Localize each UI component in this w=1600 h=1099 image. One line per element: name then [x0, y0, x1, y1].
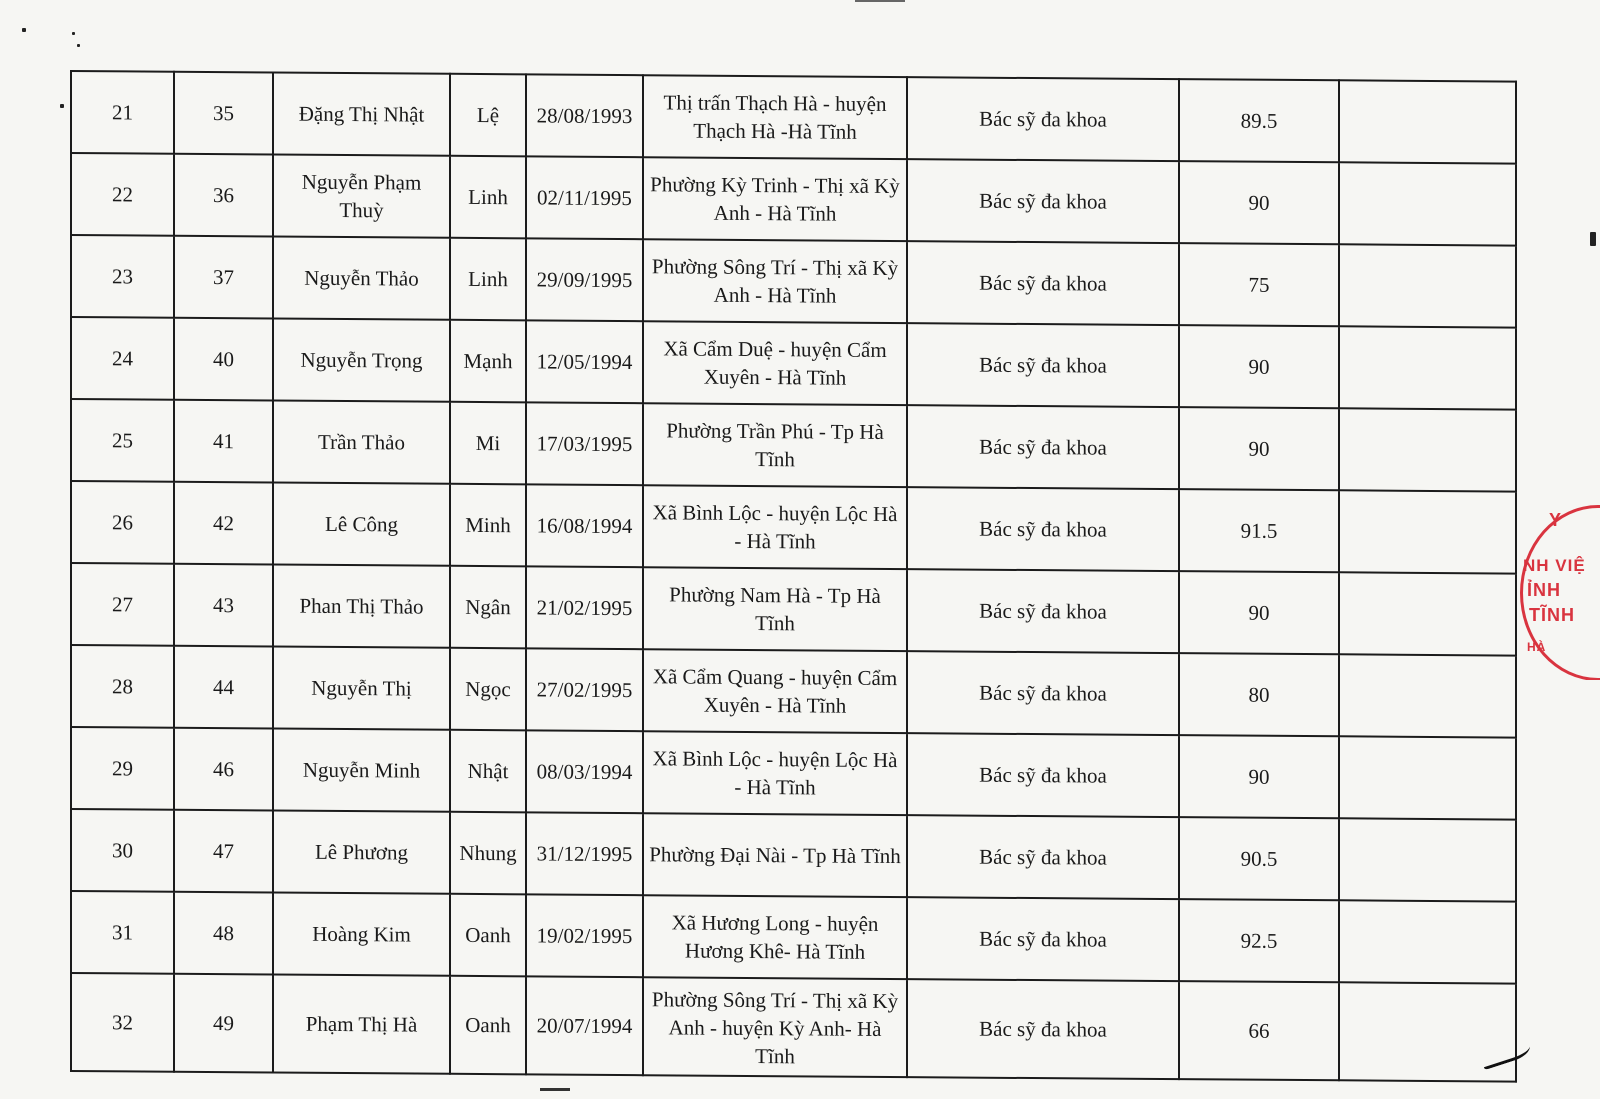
- row-number-cell: [71, 809, 174, 892]
- note-cell: [1339, 326, 1516, 409]
- row-number-cell: [71, 317, 174, 400]
- specialty: Bác sỹ đa khoa: [979, 270, 1107, 296]
- date-of-birth-cell: [526, 976, 643, 1075]
- hometown-cell: [643, 485, 907, 569]
- given-name: Mi: [475, 430, 501, 456]
- table-row: [71, 809, 1516, 902]
- hometown-cell: [643, 321, 907, 405]
- note-cell: [1339, 162, 1516, 245]
- score-cell: [1179, 243, 1339, 326]
- candidate-number-cell: [174, 564, 273, 647]
- scan-speck: [60, 104, 64, 108]
- scan-mark: [540, 1088, 570, 1091]
- candidate-number: 40: [213, 347, 234, 372]
- specialty: Bác sỹ đa khoa: [979, 106, 1107, 132]
- surname-middle-name-cell: [273, 318, 450, 401]
- surname-middle-name-cell: [273, 154, 450, 237]
- specialty-cell: [907, 159, 1179, 243]
- surname-middle-name: Nguyễn Minh: [302, 757, 421, 783]
- given-name-cell: [450, 484, 526, 567]
- stamp-text: Y: [1549, 510, 1563, 530]
- score-cell: [1179, 571, 1339, 654]
- given-name-cell: [450, 566, 526, 649]
- row-number: 30: [112, 838, 133, 863]
- given-name-cell: [450, 238, 526, 321]
- score: 89.5: [1240, 108, 1278, 133]
- stamp-seal: [1520, 505, 1600, 680]
- given-name-cell: [450, 730, 526, 813]
- given-name-cell: [450, 156, 526, 239]
- date-of-birth: 12/05/1994: [536, 349, 633, 375]
- surname-middle-name: Phan Thị Thảo: [299, 593, 424, 619]
- surname-middle-name-cell: [273, 564, 450, 647]
- table-row: [71, 235, 1516, 328]
- row-number: 22: [112, 182, 133, 207]
- hometown: Xã Bình Lộc - huyện Lộc Hà - Hà Tĩnh: [652, 746, 898, 800]
- hometown-cell: [643, 75, 907, 159]
- row-number-cell: [71, 71, 174, 154]
- hometown-cell: [643, 239, 907, 323]
- row-number: 24: [112, 346, 133, 371]
- surname-middle-name: Lê Công: [325, 511, 398, 537]
- row-number-cell: [71, 563, 174, 646]
- given-name: Lệ: [476, 102, 500, 128]
- candidate-number-cell: [174, 892, 273, 975]
- scan-speck: [1590, 232, 1596, 246]
- note-cell: [1339, 900, 1516, 983]
- candidate-number-cell: [174, 236, 273, 319]
- score-cell: [1179, 735, 1339, 818]
- score: 75: [1248, 272, 1270, 297]
- candidate-number: 41: [213, 429, 234, 454]
- hometown-cell: [643, 977, 907, 1077]
- scan-mark: [855, 0, 905, 2]
- date-of-birth: 19/02/1995: [536, 923, 633, 949]
- candidate-number: 35: [213, 101, 234, 126]
- date-of-birth: 17/03/1995: [536, 431, 633, 457]
- specialty: Bác sỹ đa khoa: [979, 516, 1107, 542]
- score: 90: [1248, 354, 1270, 379]
- candidate-table-wrapper: [70, 70, 1515, 1081]
- specialty-cell: [907, 897, 1179, 981]
- date-of-birth-cell: [526, 402, 643, 485]
- given-name: Ngân: [465, 594, 511, 620]
- score: 90: [1248, 190, 1270, 215]
- row-number-cell: [71, 399, 174, 482]
- specialty-cell: [907, 241, 1179, 325]
- candidate-number: 42: [213, 511, 234, 536]
- hometown: Xã Cẩm Duệ - huyện Cẩm Xuyên - Hà Tĩnh: [663, 336, 887, 390]
- note-cell: [1339, 490, 1516, 573]
- hometown: Phường Sông Trí - Thị xã Kỳ Anh - huyện Kỳ Anh- Hà Tĩnh: [651, 987, 899, 1069]
- scan-speck: [72, 32, 75, 35]
- note-cell: [1339, 408, 1516, 491]
- date-of-birth-cell: [526, 730, 643, 813]
- given-name: Ngọc: [465, 676, 511, 702]
- score: 80: [1248, 682, 1270, 707]
- row-number: 32: [112, 1010, 133, 1035]
- hometown: Phường Nam Hà - Tp Hà Tĩnh: [669, 582, 881, 636]
- row-number-cell: [71, 481, 174, 564]
- row-number-cell: [71, 153, 174, 236]
- date-of-birth: 08/03/1994: [536, 759, 633, 785]
- scan-speck: [22, 28, 26, 32]
- surname-middle-name: Nguyễn Thảo: [304, 265, 419, 291]
- date-of-birth-cell: [526, 894, 643, 977]
- hometown: Phường Kỳ Trinh - Thị xã Kỳ Anh - Hà Tĩnh: [650, 172, 900, 226]
- candidate-number-cell: [174, 400, 273, 483]
- surname-middle-name-cell: [273, 646, 450, 729]
- given-name-cell: [450, 74, 526, 157]
- date-of-birth-cell: [526, 484, 643, 567]
- specialty: Bác sỹ đa khoa: [979, 844, 1107, 870]
- note-cell: [1339, 572, 1516, 655]
- score: 92.5: [1240, 928, 1278, 953]
- date-of-birth: 27/02/1995: [536, 677, 633, 703]
- row-number-cell: [71, 727, 174, 810]
- table-row: [71, 891, 1516, 984]
- surname-middle-name-cell: [273, 974, 450, 1073]
- specialty-cell: [907, 323, 1179, 407]
- score: 90: [1248, 600, 1270, 625]
- specialty: Bác sỹ đa khoa: [979, 926, 1107, 952]
- hometown-cell: [643, 567, 907, 651]
- given-name: Minh: [465, 512, 511, 538]
- given-name: Nhung: [459, 840, 517, 866]
- candidate-number: 48: [213, 921, 234, 946]
- hometown-cell: [643, 895, 907, 979]
- candidate-number-cell: [174, 482, 273, 565]
- given-name: Nhật: [467, 758, 509, 784]
- candidate-number: 43: [213, 593, 234, 618]
- candidate-number: 36: [213, 183, 234, 208]
- surname-middle-name: Hoàng Kim: [312, 921, 411, 947]
- surname-middle-name: Nguyễn Thị: [311, 675, 412, 701]
- date-of-birth-cell: [526, 648, 643, 731]
- scan-speck: [77, 44, 80, 47]
- candidate-number-cell: [174, 318, 273, 401]
- surname-middle-name: Đặng Thị Nhật: [298, 101, 425, 127]
- surname-middle-name-cell: [273, 482, 450, 565]
- hometown: Xã Bình Lộc - huyện Lộc Hà - Hà Tĩnh: [652, 500, 898, 554]
- date-of-birth: 29/09/1995: [536, 267, 633, 293]
- row-number: 23: [112, 264, 133, 289]
- surname-middle-name: Lê Phương: [314, 839, 409, 865]
- given-name-cell: [450, 894, 526, 977]
- table-row: [71, 973, 1516, 1082]
- stamp-text: NH VIỆ: [1523, 556, 1586, 575]
- score: 90: [1248, 436, 1270, 461]
- table-row: [71, 481, 1516, 574]
- score: 90: [1248, 764, 1270, 789]
- specialty-cell: [907, 405, 1179, 489]
- specialty-cell: [907, 569, 1179, 653]
- note-cell: [1339, 736, 1516, 819]
- given-name: Mạnh: [463, 348, 513, 374]
- hometown: Phường Sông Trí - Thị xã Kỳ Anh - Hà Tĩnh: [651, 254, 899, 308]
- specialty-cell: [907, 733, 1179, 817]
- candidate-number-cell: [174, 72, 273, 155]
- row-number: 31: [112, 920, 133, 945]
- score: 66: [1248, 1018, 1270, 1043]
- table-row: [71, 563, 1516, 656]
- specialty-cell: [907, 651, 1179, 735]
- candidate-number: 37: [213, 265, 234, 290]
- surname-middle-name: Trần Thảo: [318, 429, 405, 455]
- hometown-cell: [643, 403, 907, 487]
- note-cell: [1339, 80, 1516, 163]
- specialty: Bác sỹ đa khoa: [979, 352, 1107, 378]
- row-number-cell: [71, 891, 174, 974]
- date-of-birth: 20/07/1994: [536, 1013, 633, 1039]
- red-stamp: [1520, 505, 1600, 680]
- specialty-cell: [907, 979, 1179, 1079]
- candidate-number-cell: [174, 646, 273, 729]
- given-name: Linh: [468, 266, 508, 292]
- specialty-cell: [907, 815, 1179, 899]
- surname-middle-name: Phạm Thị Hà: [305, 1011, 418, 1037]
- hometown: Phường Đại Nài - Tp Hà Tĩnh: [649, 842, 901, 869]
- row-number-cell: [71, 645, 174, 728]
- row-number-cell: [71, 973, 174, 1072]
- row-number: 25: [112, 428, 133, 453]
- date-of-birth: 21/02/1995: [536, 595, 633, 621]
- hometown: Xã Hương Long - huyện Hương Khê- Hà Tĩnh: [671, 910, 879, 964]
- given-name: Oanh: [465, 922, 511, 948]
- row-number-cell: [71, 235, 174, 318]
- specialty: Bác sỹ đa khoa: [979, 680, 1107, 706]
- specialty: Bác sỹ đa khoa: [979, 598, 1107, 624]
- specialty-cell: [907, 487, 1179, 571]
- specialty: Bác sỹ đa khoa: [979, 762, 1107, 788]
- table-row: [71, 71, 1516, 164]
- score-cell: [1179, 653, 1339, 736]
- date-of-birth: 16/08/1994: [536, 513, 633, 539]
- surname-middle-name: Nguyễn Trọng: [300, 347, 423, 373]
- specialty: Bác sỹ đa khoa: [979, 434, 1107, 460]
- date-of-birth-cell: [526, 156, 643, 239]
- given-name-cell: [450, 976, 526, 1075]
- score-cell: [1179, 325, 1339, 408]
- table-row: [71, 645, 1516, 738]
- candidate-number-cell: [174, 974, 273, 1073]
- specialty: Bác sỹ đa khoa: [979, 1016, 1107, 1042]
- date-of-birth: 31/12/1995: [536, 841, 633, 867]
- score: 90.5: [1240, 846, 1278, 871]
- candidate-number-cell: [174, 154, 273, 237]
- row-number: 29: [112, 756, 133, 781]
- candidate-number: 46: [213, 757, 234, 782]
- note-cell: [1339, 244, 1516, 327]
- score-cell: [1179, 817, 1339, 900]
- given-name-cell: [450, 812, 526, 895]
- row-number: 21: [112, 100, 133, 125]
- table-row: [71, 727, 1516, 820]
- given-name: Linh: [468, 184, 508, 210]
- given-name: Oanh: [465, 1012, 511, 1038]
- surname-middle-name-cell: [273, 236, 450, 319]
- score-cell: [1179, 899, 1339, 982]
- date-of-birth: 02/11/1995: [537, 185, 632, 211]
- table-row: [71, 153, 1516, 246]
- table-row: [71, 399, 1516, 492]
- stamp-text: HÀ: [1527, 640, 1547, 654]
- table-row: [71, 317, 1516, 410]
- hometown: Xã Cẩm Quang - huyện Cẩm Xuyên - Hà Tĩnh: [652, 664, 898, 718]
- surname-middle-name-cell: [273, 728, 450, 811]
- hometown-cell: [643, 649, 907, 733]
- score-cell: [1179, 79, 1339, 162]
- score-cell: [1179, 407, 1339, 490]
- candidate-number: 49: [213, 1011, 234, 1036]
- candidate-number-cell: [174, 810, 273, 893]
- candidate-number-cell: [174, 728, 273, 811]
- surname-middle-name-cell: [273, 72, 450, 155]
- date-of-birth-cell: [526, 320, 643, 403]
- candidate-table: [70, 70, 1517, 1083]
- surname-middle-name: Nguyễn Phạm Thuỳ: [301, 169, 422, 223]
- specialty-cell: [907, 77, 1179, 161]
- date-of-birth-cell: [526, 566, 643, 649]
- score-cell: [1179, 489, 1339, 572]
- row-number: 26: [112, 510, 133, 535]
- surname-middle-name-cell: [273, 892, 450, 975]
- score: 91.5: [1240, 518, 1278, 543]
- date-of-birth-cell: [526, 74, 643, 157]
- surname-middle-name-cell: [273, 810, 450, 893]
- candidate-table-body: [71, 71, 1516, 1082]
- date-of-birth: 28/08/1993: [536, 103, 633, 129]
- given-name-cell: [450, 648, 526, 731]
- date-of-birth-cell: [526, 812, 643, 895]
- row-number: 27: [112, 592, 133, 617]
- specialty: Bác sỹ đa khoa: [979, 188, 1107, 214]
- surname-middle-name-cell: [273, 400, 450, 483]
- row-number: 28: [112, 674, 133, 699]
- stamp-text: ỈNH: [1527, 580, 1561, 600]
- hometown-cell: [643, 157, 907, 241]
- score-cell: [1179, 161, 1339, 244]
- score-cell: [1179, 981, 1339, 1080]
- hometown-cell: [643, 813, 907, 897]
- hometown: Phường Trần Phú - Tp Hà Tĩnh: [666, 418, 884, 472]
- note-cell: [1339, 654, 1516, 737]
- candidate-number: 47: [213, 839, 234, 864]
- hometown: Thị trấn Thạch Hà - huyện Thạch Hà -Hà Tĩnh: [663, 90, 887, 144]
- date-of-birth-cell: [526, 238, 643, 321]
- given-name-cell: [450, 320, 526, 403]
- given-name-cell: [450, 402, 526, 485]
- note-cell: [1339, 818, 1516, 901]
- candidate-number: 44: [213, 675, 234, 700]
- stamp-text: TĨNH: [1529, 605, 1575, 625]
- hometown-cell: [643, 731, 907, 815]
